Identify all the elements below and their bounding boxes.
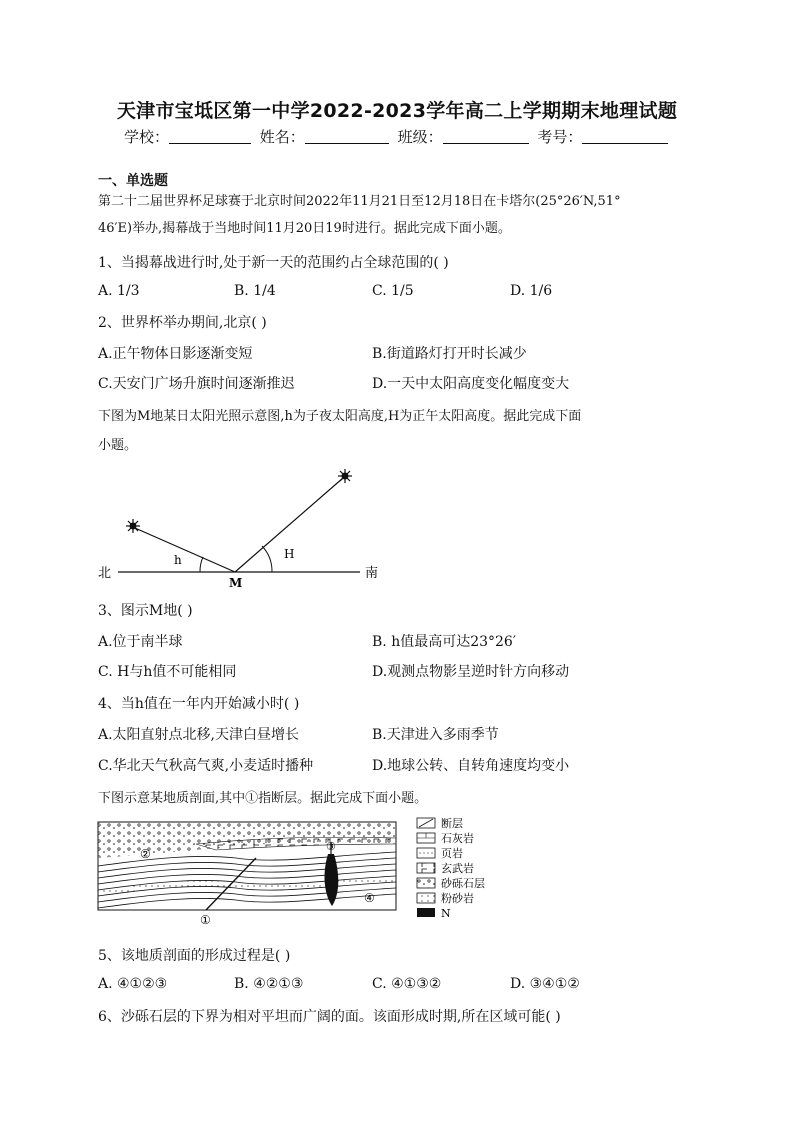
q6-stem: 6、沙砾石层的下界为相对平坦而广阔的面。该面形成时期,所在区域可能( ) <box>98 1009 561 1025</box>
marker-1: ① <box>200 913 211 927</box>
q2-stem: 2、世界杯举办期间,北京( ) <box>98 315 267 331</box>
legend-shale: 页岩 <box>441 847 463 860</box>
school-label: 学校： <box>124 128 170 146</box>
q3-option-b[interactable]: B. h值最高可达23°26′ <box>372 634 517 650</box>
q5-option-d[interactable]: D. ③④①② <box>510 976 580 992</box>
class-blank[interactable] <box>443 129 529 144</box>
sun-icon-midnight <box>126 519 140 533</box>
H-label: H <box>284 547 295 561</box>
class-label: 班级： <box>397 128 443 146</box>
legend-N: N <box>441 907 451 920</box>
south-label: 南 <box>365 566 379 581</box>
H-angle-arc <box>262 546 272 572</box>
legend-gravel: 砂砾石层 <box>441 877 485 890</box>
material2-line2: 小题。 <box>98 438 138 453</box>
school-blank[interactable] <box>169 129 251 144</box>
north-label: 北 <box>98 566 112 581</box>
point-m-label: M <box>229 576 243 590</box>
geologic-profile-diagram <box>96 814 516 930</box>
section-title: 一、单选题 <box>98 173 168 189</box>
q1-option-a[interactable]: A. 1/3 <box>98 283 140 299</box>
q5-option-a[interactable]: A. ④①②③ <box>98 976 168 992</box>
material3-line1: 下图示意某地质剖面,其中①指断层。据此完成下面小题。 <box>98 791 428 806</box>
h-angle-arc <box>200 557 203 572</box>
q1-stem: 1、当揭幕战进行时,处于新一天的范围约占全球范围的( ) <box>98 255 449 271</box>
q1-option-d[interactable]: D. 1/6 <box>510 283 553 299</box>
legend-siltstone: 粉砂岩 <box>441 892 474 905</box>
q4-option-c[interactable]: C.华北天气秋高气爽,小麦适时播种 <box>98 758 314 774</box>
material1-line1: 第二十二届世界杯足球赛于北京时间2022年11月21日至12月18日在卡塔尔(25°26′N,51° <box>98 194 621 209</box>
material2-line1: 下图为M地某日太阳光照示意图,h为子夜太阳高度,H为正午太阳高度。据此完成下面 <box>98 409 582 424</box>
name-label: 姓名： <box>259 128 305 146</box>
legend <box>417 816 485 920</box>
name-blank[interactable] <box>305 129 389 144</box>
marker-4: ④ <box>364 891 375 905</box>
q2-option-d[interactable]: D.一天中太阳高度变化幅度变大 <box>372 376 570 392</box>
q5-option-c[interactable]: C. ④①③② <box>372 976 442 992</box>
sun-altitude-diagram <box>90 460 400 595</box>
q2-option-a[interactable]: A.正午物体日影逐渐变短 <box>98 346 253 362</box>
q3-option-c[interactable]: C. H与h值不可能相同 <box>98 664 237 680</box>
q1-option-b[interactable]: B. 1/4 <box>234 283 276 299</box>
midnight-sun-ray <box>135 528 235 572</box>
q1-option-c[interactable]: C. 1/5 <box>372 283 414 299</box>
q3-stem: 3、图示M地( ) <box>98 603 193 619</box>
q2-option-c[interactable]: C.天安门广场升旗时间逐渐推迟 <box>98 376 295 392</box>
legend-limestone: 石灰岩 <box>441 832 474 845</box>
q5-stem: 5、该地质剖面的形成过程是( ) <box>98 948 291 964</box>
legend-fault: 断层 <box>441 817 463 830</box>
student-info-line <box>124 126 684 147</box>
q2-option-b[interactable]: B.街道路灯打开时长减少 <box>372 346 527 362</box>
number-label: 考号： <box>537 128 583 146</box>
q4-option-a[interactable]: A.太阳直射点北移,天津白昼增长 <box>98 727 300 743</box>
q3-option-a[interactable]: A.位于南半球 <box>98 634 183 650</box>
number-blank[interactable] <box>582 129 668 144</box>
q4-option-b[interactable]: B.天津进入多雨季节 <box>372 727 499 743</box>
h-label: h <box>174 553 182 567</box>
material1-line2: 46′E)举办,揭幕战于当地时间11月20日19时进行。据此完成下面小题。 <box>98 221 511 236</box>
marker-3: ③ <box>326 840 336 853</box>
q5-option-b[interactable]: B. ④②①③ <box>234 976 304 992</box>
legend-basalt: 玄武岩 <box>441 862 474 875</box>
marker-2: ② <box>140 847 151 861</box>
q4-option-d[interactable]: D.地球公转、自转角速度均变小 <box>372 758 570 774</box>
q3-option-d[interactable]: D.观测点物影呈逆时针方向移动 <box>372 664 570 680</box>
sun-icon-noon <box>338 469 352 483</box>
page-title: 天津市宝坻区第一中学2022-2023学年高二上学期期末地理试题 <box>116 100 678 122</box>
q4-stem: 4、当h值在一年内开始减小时( ) <box>98 696 300 712</box>
